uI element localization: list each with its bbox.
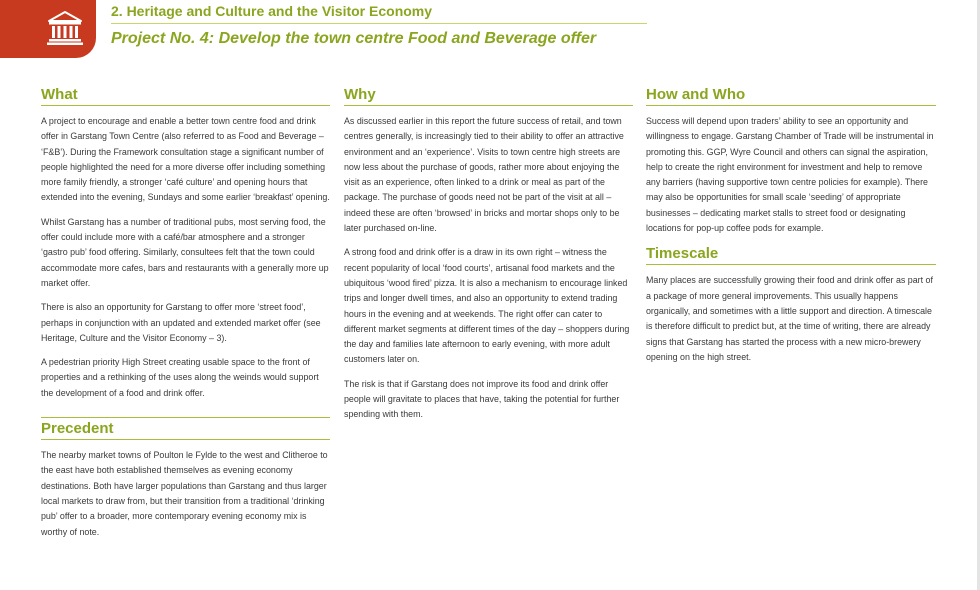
what-paragraph: Whilst Garstang has a number of traditional pubs, most serving food, the offer could include more with a café/bar atmosphere and a stronger ‘gastro pub’ food offering. Similarly, consultees felt that the town could accommodate more cafes, bars and restaurants with a generally more up market offer. xyxy=(41,216,329,288)
what-paragraph: A pedestrian priority High Street creating usable space to the front of properties and a rethinking of the uses along the weinds would support the development of a food and drink offer. xyxy=(41,357,319,398)
timescale-paragraph: Many places are successfully growing their food and drink offer as part of a package of more general improvements. This usually happens organically, and sometimes with a little support and direction. A timescale is therefore difficult to predict but, at the time of writing, there are already signs that Garstang has started the process with a new micro-brewery opening on the high street. xyxy=(646,275,933,362)
column-how-timescale xyxy=(646,86,936,374)
how-and-who-heading: How and Who xyxy=(646,86,936,106)
column-what-precedent xyxy=(41,86,330,549)
project-title: Project No. 4: Develop the town centre Food and Beverage offer xyxy=(111,30,597,47)
section-badge xyxy=(0,0,96,58)
precedent-heading: Precedent xyxy=(41,417,330,440)
museum-building-icon xyxy=(45,9,85,47)
what-paragraph: A project to encourage and enable a better town centre food and drink offer in Garstang Town Centre (also referred to as Food and Beverage – ‘F&B’). During the Framework consultation stage a significant number of people highlighted the need for a more diverse offer including something more family friendly, a stronger ‘café culture’ and opening hours that extended into the evening, Sundays and some earlier ‘breakfast’ opening. xyxy=(41,116,330,203)
why-paragraph: A strong food and drink offer is a draw in its own right – witness the recent popularity of local ‘food courts’, artisanal food markets and the ubiquitous ‘wood fired’ pizza. It is also a mechanism to encourage linked trips and longer dwell times, and also an opportunity to extend trading hours in the evening and at weekends. The right offer can cater to different market segments at different times of the day – shoppers during the day and families late afternoon to early evening, with more adult customers later on. xyxy=(344,247,630,365)
precedent-paragraph: The nearby market towns of Poulton le Fylde to the west and Clitheroe to the east have both established themselves as evening economy destinations. Both have larger populations than Garstang and thus larger local markets to draw from, but their transition from a traditional ‘drinking pub’ offer to a broader, more contemporary evening economy mix is worthy of note. xyxy=(41,450,328,537)
how-and-who-paragraph: Success will depend upon traders’ ability to see an opportunity and willingness to engage. Garstang Chamber of Trade will be instrumental in promoting this. GGP, Wyre Council and others can signal the aspiration, help to create the right environment for investment and help to remove any barriers (having supportive town centre policies for example). There may also be opportunities for small scale ‘seeding’ of appropriate businesses – dedicating market stalls to street food or designating locations for pop-up coffee pods for example. xyxy=(646,116,934,234)
why-heading: Why xyxy=(344,86,633,106)
what-heading: What xyxy=(41,86,330,106)
timescale-heading: Timescale xyxy=(646,245,936,265)
section-label: 2. Heritage and Culture and the Visitor Economy xyxy=(111,3,647,24)
why-paragraph: The risk is that if Garstang does not improve its food and drink offer people will gravitate to places that have, taking the potential for further spending with them. xyxy=(344,378,620,420)
what-paragraph: There is also an opportunity for Garstang to offer more ‘street food’, perhaps in conjunction with an updated and extended market offer (see Heritage, Culture and the Visitor Economy – 3). xyxy=(41,302,321,343)
why-paragraph: As discussed earlier in this report the future success of retail, and town centres generally, is increasingly tied to their ability to offer an attractive environment and an ‘experience’. Visits to town centre high streets are now less about the purchase of goods, rather more about enjoying the visit as an experience, often linked to a drink or meal as part of the package. The purchase of goods need not be part of the visit at all – indeed these are often ‘browsed’ in bricks and mortar shops only to be later purchased on-line. xyxy=(344,116,624,234)
column-why xyxy=(344,86,633,432)
